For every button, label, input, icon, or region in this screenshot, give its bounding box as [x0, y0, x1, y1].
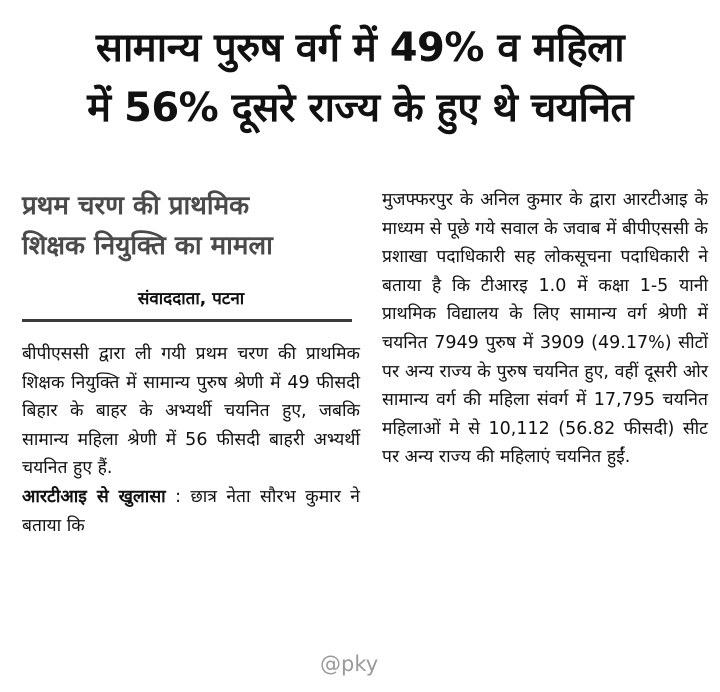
left-body-continuation: : छात्र नेता सौरभ कुमार ने बताया कि: [22, 486, 360, 536]
rti-lead: आरटीआइ से खुलासा: [22, 486, 166, 507]
watermark: @pky: [320, 652, 379, 676]
subheadline-line-2: शिक्षक नियुक्ति का मामला: [22, 231, 273, 261]
headline-line-1: सामान्य पुरुष वर्ग में 49% व महिला: [95, 25, 625, 71]
right-column: [382, 186, 708, 472]
right-body-paragraph: मुजफ्फरपुर के अनिल कुमार के द्वारा आरटीआइ के माध्यम से पूछे गये सवाल के जवाब में बीपीएससी के प्रशाखा पदाधिकारी सह लोकसूचना पदाधिकारी ने बताया है कि टीआरइ 1.0 में कक्षा 1-5 यानी प्राथमिक विद्यालय के लिए सामान्य वर्ग श्रेणी में चयनित 7949 पुरुष में 3909 (49.17%) सीटों पर अन्य राज्य के पुरुष चयनित हुए, वहीं दूसरी ओर सामान्य वर्ग की महिला संवर्ग में 17,795 चयनित महिलाओं मे से 10,112 (56.82 फीसदी) सीट पर अन्य राज्य की महिलाएं चयनित हुईं.: [382, 190, 708, 468]
headline: [0, 18, 720, 138]
subheadline-line-1: प्रथम चरण की प्राथमिक: [22, 191, 250, 221]
left-body-paragraph-1: बीपीएससी द्वारा ली गयी प्रथम चरण की प्राथमिक शिक्षक नियुक्ति में सामान्य पुरुष श्रेणी में 49 फीसदी बिहार के बाहर के अभ्यर्थी चयनित हुए, जबकि सामान्य महिला श्रेणी में 56 फीसदी बाहरी अभ्यर्थी चयनित हुए हैं.: [22, 344, 360, 479]
left-column: [22, 186, 360, 540]
left-body-paragraph-2: [22, 483, 360, 540]
subheadline: [22, 186, 360, 266]
divider: [22, 319, 352, 322]
headline-line-2: में 56% दूसरे राज्य के हुए थे चयनित: [87, 85, 633, 131]
byline: संवाददाता, पटना: [137, 289, 245, 309]
